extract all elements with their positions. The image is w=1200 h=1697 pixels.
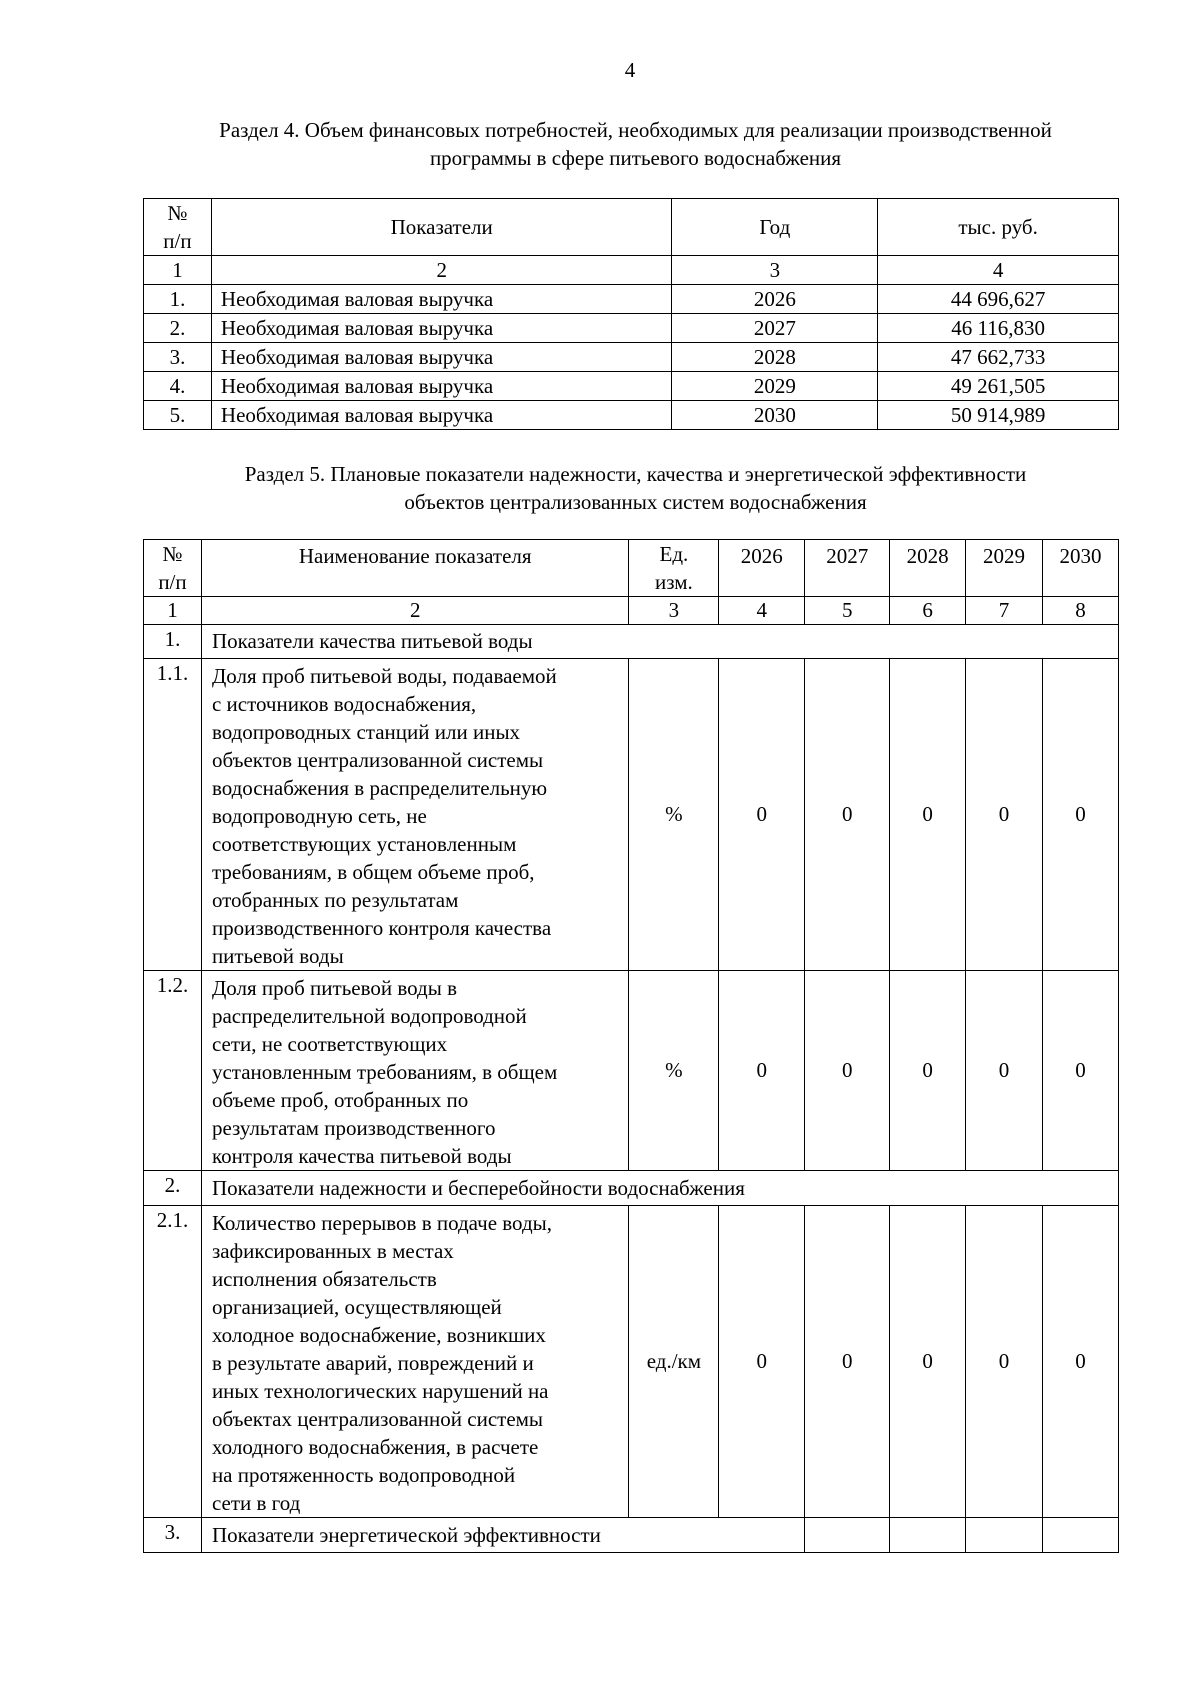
row-value: 0 [966,1206,1043,1518]
row-name-line: объеме проб, отобранных по [211,1088,469,1112]
header-num-line-2: п/п [163,229,192,253]
header-num [144,540,202,597]
row-name-line: требованиям, в общем объеме проб, [211,860,535,884]
row-year: 2026 [672,285,878,314]
financial-needs-table [143,198,1119,430]
header-year: 2026 [719,540,805,597]
row-value: 47 662,733 [878,343,1119,372]
row-num: 1.1. [144,659,202,971]
section-4-heading-line-1: Раздел 4. Объем финансовых потребностей, необходимых для реализации производственной [219,118,1052,142]
header-year: Год [672,199,878,256]
row-num: 3. [144,343,212,372]
row-name-line: Количество перерывов в подаче воды, [211,1211,552,1235]
page-number: 4 [624,58,636,82]
row-name-line: холодного водоснабжения, в расчете [211,1435,539,1459]
row-value: 46 116,830 [878,314,1119,343]
row-name: Необходимая валовая выручка [211,314,672,343]
table-row [144,314,1119,343]
row-name-line: водоснабжения в распределительную [211,776,548,800]
row-value: 0 [890,971,966,1171]
row-num: 1. [144,285,212,314]
row-year: 2030 [672,401,878,430]
header-year: 2028 [890,540,966,597]
row-name-line: водопроводную сеть, не [211,804,427,828]
header-year: 2030 [1043,540,1119,597]
empty-cell [1043,1518,1119,1553]
column-number-row [144,256,1119,285]
section-5-heading-line-2: объектов централизованных систем водоснабжения [404,490,867,514]
row-name-line: в результате аварий, повреждений и [211,1351,534,1375]
column-number: 4 [719,597,805,625]
column-number-row [144,597,1119,625]
column-number: 2 [211,256,672,285]
group-row [144,625,1119,659]
row-name-line: контроля качества питьевой воды [211,1144,512,1168]
empty-cell [966,1518,1043,1553]
table-row [144,372,1119,401]
row-num: 5. [144,401,212,430]
group-row [144,1171,1119,1206]
section-5-heading-line-1: Раздел 5. Плановые показатели надежности, качества и энергетической эффективности [244,462,1027,486]
row-value: 0 [1043,659,1119,971]
column-number: 1 [144,597,202,625]
table-row [144,659,1119,971]
row-name-line: объектов централизованной системы [211,748,544,772]
group-title: Показатели качества питьевой воды [201,625,1118,659]
header-num [144,199,212,256]
row-name-line: водопроводных станций или иных [211,720,521,744]
row-name: Необходимая валовая выручка [211,285,672,314]
row-name-line: сети, не соответствующих [211,1032,448,1056]
row-value: 44 696,627 [878,285,1119,314]
row-value: 0 [805,659,890,971]
section-4-heading [143,116,1128,172]
row-name-line: соответствующих установленным [211,832,517,856]
row-name-line: установленным требованиям, в общем [211,1060,558,1084]
row-name-line: иных технологических нарушений на [211,1379,549,1403]
row-name-line: с источников водоснабжения, [211,692,477,716]
section-5-heading [143,460,1128,516]
table-row [144,401,1119,430]
row-value: 0 [1043,971,1119,1171]
header-unit-line-1: Ед. [659,542,689,566]
column-number: 3 [629,597,719,625]
column-number: 2 [201,597,629,625]
row-name-line: отобранных по результатам [211,888,459,912]
group-num: 2. [144,1171,202,1206]
table-row [144,971,1119,1171]
row-name [201,659,629,971]
table-row [144,343,1119,372]
header-unit-line-2: изм. [655,570,693,594]
table-row [144,285,1119,314]
table-header-row [144,199,1119,256]
row-value: 50 914,989 [878,401,1119,430]
row-name-line: объектах централизованной системы [211,1407,544,1431]
header-name: Наименование показателя [201,540,629,597]
column-number: 1 [144,256,212,285]
row-value: 0 [1043,1206,1119,1518]
row-value: 0 [966,659,1043,971]
row-value: 0 [805,1206,890,1518]
group-row [144,1518,1119,1553]
row-year: 2027 [672,314,878,343]
row-name-line: сети в год [211,1491,301,1515]
group-title: Показатели энергетической эффективности [201,1518,804,1553]
row-name-line: результатам производственного [211,1116,496,1140]
column-number: 6 [890,597,966,625]
header-unit [629,540,719,597]
row-name-line: распределительной водопроводной [211,1004,527,1028]
row-name-line: зафиксированных в местах [211,1239,454,1263]
header-amount: тыс. руб. [878,199,1119,256]
table-row [144,1206,1119,1518]
row-unit: % [629,971,719,1171]
row-name-line: исполнения обязательств [211,1267,437,1291]
row-value: 49 261,505 [878,372,1119,401]
row-name [201,1206,629,1518]
row-value: 0 [805,971,890,1171]
row-year: 2028 [672,343,878,372]
row-name-line: производственного контроля качества [211,916,552,940]
row-name-line: холодное водоснабжение, возникших [211,1323,546,1347]
header-year: 2027 [805,540,890,597]
group-num: 1. [144,625,202,659]
header-num-line-1: № [167,201,188,225]
row-name: Необходимая валовая выручка [211,343,672,372]
row-value: 0 [719,659,805,971]
row-name: Необходимая валовая выручка [211,401,672,430]
row-name-line: питьевой воды [211,944,344,968]
row-value: 0 [890,659,966,971]
row-unit: % [629,659,719,971]
row-unit: ед./км [629,1206,719,1518]
row-value: 0 [890,1206,966,1518]
group-num: 3. [144,1518,202,1553]
row-num: 4. [144,372,212,401]
row-name [201,971,629,1171]
table-header-row [144,540,1119,597]
column-number: 5 [805,597,890,625]
empty-cell [890,1518,966,1553]
row-name-line: Доля проб питьевой воды, подаваемой [211,664,557,688]
column-number: 8 [1043,597,1119,625]
header-indicator: Показатели [211,199,672,256]
row-name-line: на протяженность водопроводной [211,1463,516,1487]
row-value: 0 [719,971,805,1171]
section-4-heading-line-2: программы в сфере питьевого водоснабжения [429,146,842,170]
row-year: 2029 [672,372,878,401]
header-year: 2029 [966,540,1043,597]
row-num: 2. [144,314,212,343]
header-num-line-1: № [162,542,183,566]
row-num: 1.2. [144,971,202,1171]
row-value: 0 [966,971,1043,1171]
empty-cell [805,1518,890,1553]
row-value: 0 [719,1206,805,1518]
row-name-line: организацией, осуществляющей [211,1295,502,1319]
column-number: 4 [878,256,1119,285]
row-name: Необходимая валовая выручка [211,372,672,401]
header-num-line-2: п/п [158,570,187,594]
planned-indicators-table [143,539,1119,1553]
row-name-line: Доля проб питьевой воды в [211,976,457,1000]
column-number: 3 [672,256,878,285]
row-num: 2.1. [144,1206,202,1518]
column-number: 7 [966,597,1043,625]
group-title: Показатели надежности и бесперебойности водоснабжения [201,1171,1118,1206]
